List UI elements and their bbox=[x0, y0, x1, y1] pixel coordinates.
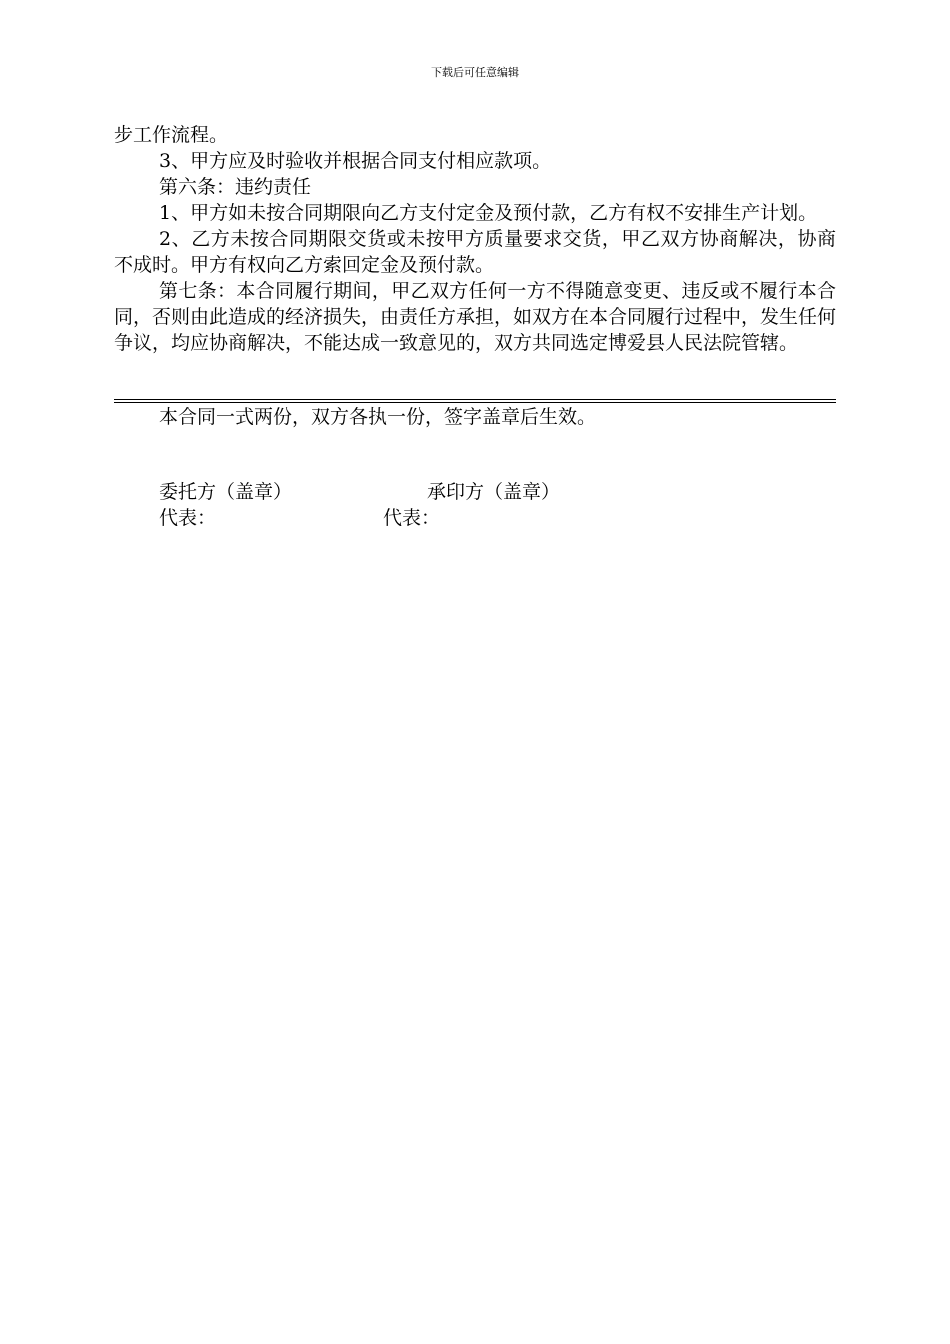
representative-b: 代表： bbox=[383, 507, 441, 529]
header-note: 下载后可任意编辑 bbox=[431, 66, 519, 79]
signature-party-b: 承印方（盖章） bbox=[427, 481, 561, 503]
double-rule-divider bbox=[114, 399, 836, 403]
representative-a: 代表： bbox=[159, 507, 217, 529]
paragraph-breach-2: 2、乙方未按合同期限交货或未按甲方质量要求交货，甲乙双方协商解决，协商不成时。甲方有权向乙方索回定金及预付款。 bbox=[114, 228, 836, 276]
closing-statement: 本合同一式两份，双方各执一份，签字盖章后生效。 bbox=[159, 406, 597, 428]
signature-party-a: 委托方（盖章） bbox=[159, 481, 293, 503]
paragraph-continuation: 步工作流程。 bbox=[114, 124, 229, 146]
paragraph-item-3: 3、甲方应及时验收并根据合同支付相应款项。 bbox=[159, 150, 552, 172]
paragraph-breach-1: 1、甲方如未按合同期限向乙方支付定金及预付款，乙方有权不安排生产计划。 bbox=[159, 202, 818, 224]
article-7-paragraph: 第七条：本合同履行期间，甲乙双方任何一方不得随意变更、违反或不履行本合同，否则由此造成的经济损失，由责任方承担，如双方在本合同履行过程中，发生任何争议，均应协商解决，不能达成一致意见的，双方共同选定博爱县人民法院管辖。 bbox=[114, 280, 837, 354]
contract-body bbox=[114, 122, 836, 356]
article-6-heading: 第六条：违约责任 bbox=[159, 176, 312, 198]
